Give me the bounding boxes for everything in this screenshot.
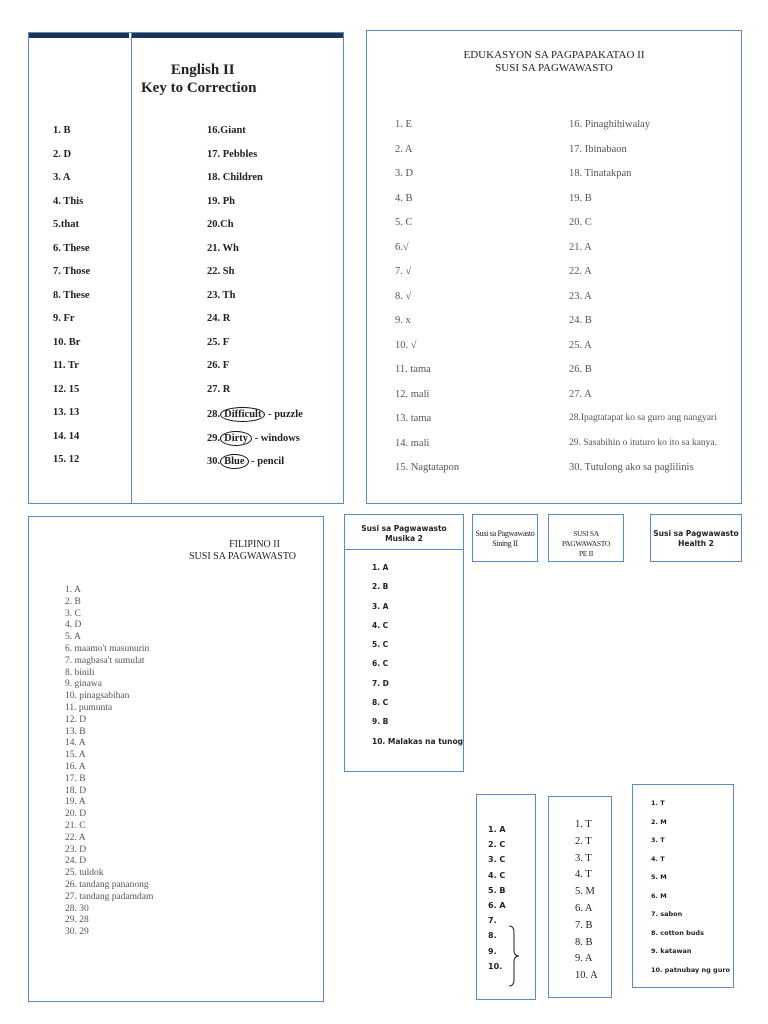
answer-item: 6. M [651, 891, 667, 900]
answer-item: 16. Pinaghihiwalay [569, 119, 651, 130]
answer-item: 1. T [575, 819, 592, 830]
circled-word: Difficult [220, 407, 265, 422]
pe-title: SUSI SA PAGWAWASTO PE II [561, 529, 611, 558]
answer-item: 2. C [488, 840, 506, 850]
musika-answers [372, 563, 463, 756]
pe-answers [575, 819, 598, 987]
musika-answer-key [344, 514, 464, 772]
answer-item: 7. Those [53, 266, 91, 277]
sining-answers [488, 825, 506, 977]
answer-item: 21. A [569, 241, 592, 253]
answer-item: 9. ginawa [65, 679, 102, 690]
answer-item: 10. patnubay ng guro [651, 965, 731, 974]
sining-title: Susi sa Pagwawasto Sining II [475, 529, 535, 548]
answer-item: 9. [488, 946, 497, 956]
health-answer-box [632, 784, 734, 988]
answer-item: 28.Ipagtatapat ko sa guro ang nangyari [569, 413, 717, 423]
answer-item: 20.Ch [207, 219, 234, 230]
answer-item: 12. D [65, 714, 87, 725]
answer-item: 1. T [651, 799, 665, 807]
answer-item-circled: 28. Difficult - puzzle [207, 409, 303, 420]
answer-item: 3. T [651, 836, 665, 844]
answer-item: 26. B [569, 364, 592, 375]
answer-item: 5.that [53, 219, 79, 230]
answer-item: 4. This [53, 195, 84, 207]
answer-item: 6. A [575, 902, 593, 914]
sining-answer-box [476, 794, 536, 1000]
health-header [650, 514, 742, 562]
answer-item: 8. These [53, 289, 90, 301]
circled-word: Dirty [220, 431, 252, 446]
answer-item: 25. A [569, 339, 592, 351]
edukasyon-col2 [569, 119, 717, 487]
pe-answer-box [548, 796, 612, 998]
answer-item: 20. C [569, 217, 592, 228]
answer-item: 12. mali [395, 388, 430, 400]
answer-item: 7. √ [395, 266, 412, 277]
answer-item: 21. C [65, 820, 86, 831]
answer-item: 28. 30 [65, 903, 89, 914]
answer-item: 22. A [65, 832, 86, 843]
answer-item: 30. Tutulong ako sa paglilinis [569, 462, 694, 473]
english-answer-key [28, 32, 344, 504]
edukasyon-col1 [395, 119, 459, 487]
health-answers [651, 799, 730, 984]
answer-item: 4. C [488, 870, 506, 880]
answer-item: 24. R [207, 313, 231, 324]
answer-item: 2. B [65, 596, 81, 607]
header-rule-left [29, 33, 129, 38]
answer-item: 10. Br [53, 336, 81, 348]
curly-brace-icon [507, 925, 521, 987]
answer-item: 3. A [53, 172, 71, 183]
answer-item: 25. F [207, 336, 230, 348]
answer-item: 6.√ [395, 241, 409, 253]
column-divider [131, 33, 132, 503]
answer-item: 9. A [575, 953, 593, 965]
answer-item: 13. B [65, 726, 86, 737]
answer-item: 19. Ph [207, 195, 236, 207]
answer-item: 19. A [65, 797, 86, 808]
answer-item: 25. tuldok [65, 868, 104, 879]
answer-item: 3. D [395, 168, 414, 179]
answer-item: 8. √ [395, 290, 412, 302]
answer-item: 6. C [372, 659, 389, 669]
answer-item: 8. cotton buds [651, 928, 704, 937]
answer-item: 5. C [372, 640, 389, 650]
answer-item: 10. pinagsabihan [65, 691, 130, 702]
answer-item: 15. 12 [53, 454, 80, 465]
answer-item: 7. B [575, 919, 593, 931]
health-title: Susi sa Pagwawasto Health 2 [653, 529, 739, 548]
musika-header [345, 515, 463, 550]
answer-item: 5. A [65, 632, 81, 643]
answer-item: 17. B [65, 773, 86, 784]
answer-item: 9. x [395, 315, 411, 326]
circled-word: Blue [220, 454, 248, 469]
answer-item: 5. B [488, 885, 506, 895]
answer-item: 4. T [651, 854, 665, 863]
english-title: English II Key to Correction [141, 62, 257, 96]
answer-item: 15. A [65, 750, 86, 761]
answer-item: 7. magbasa't sumulat [65, 655, 145, 666]
answer-item-circled: 29. Dirty - windows [207, 432, 300, 444]
answer-item: 24. B [569, 315, 592, 326]
answer-item: 29. 28 [65, 915, 89, 926]
answer-item: 16. A [65, 761, 86, 772]
answer-item: 30. 29 [65, 927, 89, 938]
answer-item: 1. E [395, 119, 412, 130]
answer-item: 27. R [207, 383, 231, 395]
answer-item: 18. D [65, 785, 87, 796]
answer-item: 27. tandang padamdam [65, 891, 154, 902]
answer-item: 11. pumunta [65, 702, 113, 713]
pe-header [548, 514, 624, 562]
answer-item: 12. 15 [53, 383, 80, 395]
answer-item: 11. Tr [53, 360, 79, 371]
answer-item: 21. Wh [207, 242, 239, 254]
answer-item: 14. 14 [53, 430, 80, 442]
english-col2 [207, 125, 303, 478]
answer-item: 19. B [569, 192, 592, 204]
english-col1 [53, 125, 90, 478]
answer-item: 24. D [65, 856, 87, 867]
answer-item: 10. Malakas na tunog [372, 736, 463, 746]
answer-item: 2. T [575, 835, 592, 847]
filipino-answers [65, 585, 153, 939]
answer-item: 22. Sh [207, 266, 235, 277]
answer-item: 2. B [372, 582, 389, 592]
answer-item: 1. A [372, 563, 389, 572]
answer-item: 6. maamo't masunurin [65, 643, 150, 654]
answer-item: 8. [488, 931, 497, 941]
answer-item: 9. Fr [53, 313, 75, 324]
answer-item: 23. Th [207, 289, 236, 301]
answer-item: 9. B [372, 717, 389, 727]
answer-item: 7. D [372, 678, 389, 688]
answer-item: 2. D [53, 148, 72, 160]
answer-item: 10. [488, 961, 503, 971]
answer-item: 18. Tinatakpan [569, 168, 632, 179]
answer-item: 7. sabon [651, 910, 683, 918]
header-rule-right [131, 33, 343, 38]
answer-item: 10. √ [395, 339, 417, 351]
answer-item: 6. A [488, 900, 506, 910]
answer-item: 3. C [65, 608, 81, 619]
answer-item: 2. M [651, 817, 667, 826]
sining-header [472, 514, 538, 562]
edukasyon-answer-key [366, 30, 742, 504]
answer-item: 5. M [575, 886, 595, 898]
answer-item: 3. T [575, 852, 592, 864]
filipino-title: FILIPINO II SUSI SA PAGWAWASTO [189, 539, 297, 562]
answer-item: 13. 13 [53, 407, 80, 418]
answer-item: 4. C [372, 620, 389, 630]
answer-item: 4. T [575, 869, 592, 881]
answer-item: 5. C [395, 217, 413, 228]
answer-item: 1. A [488, 825, 506, 834]
answer-item: 14. mali [395, 437, 430, 449]
answer-item: 8. B [575, 936, 593, 948]
answer-item: 4. B [395, 192, 413, 204]
answer-item: 11. tama [395, 364, 431, 375]
answer-item: 14. A [65, 738, 86, 749]
edukasyon-title: EDUKASYON SA PAGPAPAKATAO II SUSI SA PAGWAWASTO [463, 49, 645, 74]
answer-item: 9. katawan [651, 947, 692, 955]
answer-item: 3. C [488, 855, 506, 865]
answer-item: 8. binili [65, 667, 95, 678]
answer-item: 22. A [569, 266, 592, 277]
answer-item: 20. D [65, 809, 87, 820]
answer-item: 6. These [53, 242, 90, 254]
answer-item: 5. M [651, 873, 667, 881]
answer-item: 23. D [65, 844, 87, 855]
musika-title: Susi sa Pagwawasto Musika 2 [361, 524, 447, 543]
answer-item: 10. A [575, 970, 598, 982]
answer-item: 29. Sasabihin o ituturo ko ito sa kanya. [569, 437, 718, 448]
answer-item: 17. Ibinabaon [569, 143, 627, 155]
answer-item: 4. D [65, 620, 82, 631]
answer-item: 3. A [372, 601, 389, 611]
filipino-answer-key [28, 516, 324, 1002]
answer-item: 8. C [372, 698, 389, 708]
answer-item: 7. [488, 916, 497, 926]
answer-item: 26. tandang pananong [65, 879, 149, 890]
answer-item: 26. F [207, 360, 230, 371]
answer-item: 23. A [569, 290, 592, 302]
answer-item-circled: 30. Blue - pencil [207, 456, 285, 467]
answer-item: 13. tama [395, 413, 432, 424]
answer-item: 17. Pebbles [207, 148, 258, 160]
answer-item: 1. A [65, 585, 81, 595]
answer-item: 18. Children [207, 172, 263, 183]
answer-item: 2. A [395, 143, 413, 155]
answer-item: 16.Giant [207, 125, 246, 136]
answer-item: 1. B [53, 125, 71, 136]
answer-item: 27. A [569, 388, 592, 400]
answer-item: 15. Nagtatapon [395, 462, 460, 473]
